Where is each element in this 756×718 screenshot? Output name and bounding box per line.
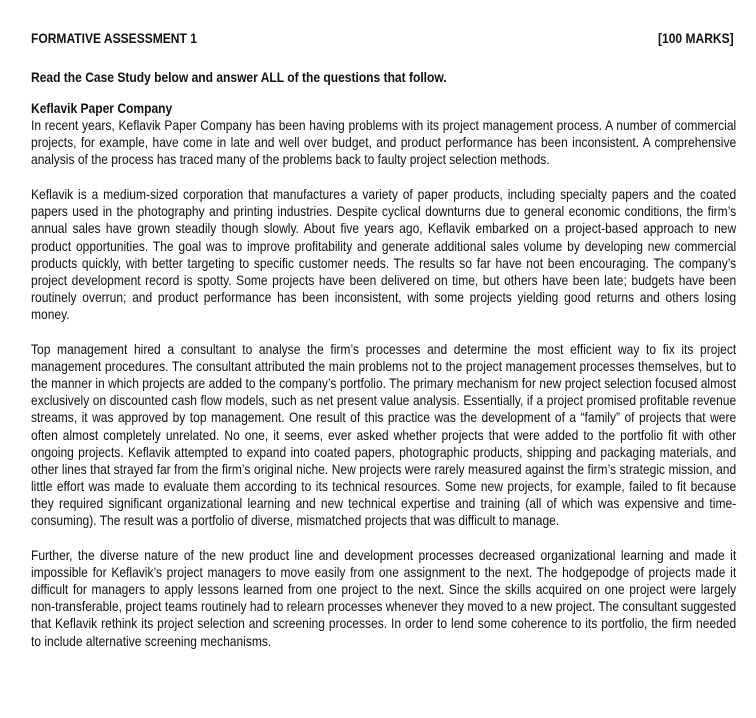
- assessment-title: FORMATIVE ASSESSMENT 1: [31, 30, 197, 46]
- case-study-body: [31, 117, 736, 650]
- assessment-header: [31, 29, 734, 47]
- instruction-text: Read the Case Study below and answer ALL of the questions that follow.: [31, 69, 447, 85]
- case-study-title: Keflavik Paper Company: [31, 100, 173, 116]
- case-paragraph-1: In recent years, Keflavik Paper Company has been having problems with its project management process. A number of commercial projects, for example, have come in late and well over budget, and product performance has been inconsistent. A comprehensive analysis of the process has traced many of the problems back to faulty project selection methods.: [31, 117, 737, 168]
- total-marks: [100 MARKS]: [658, 30, 734, 46]
- case-paragraph-2: Keflavik is a medium-sized corporation that manufactures a variety of paper products, including specialty papers and the coated papers used in the photography and printing industries. Despite cyclical downturns due to general economic conditions, the firm’s annual sales have grown steadily though slowly. About five years ago, Keflavik embarked on a project-based approach to new product opportunities. The goal was to improve profitability and generate additional sales volume by developing new commercial products quickly, with better targeting to specific customer needs. The results so far have not been encouraging. The company’s project development record is spotty. Some projects have been delivered on time, but others have been late; budgets have been routinely overrun; and product performance has been inconsistent, with some projects yielding good returns and others losing money.: [31, 186, 737, 322]
- case-paragraph-4: Further, the diverse nature of the new product line and development processes decreased organizational learning and made it impossible for Keflavik’s project managers to move easily from one assignment to the next. The hodgepodge of projects made it difficult for managers to apply lessons learned from one project to the next. Since the skills acquired on one project were largely non-transferable, project teams routinely had to relearn processes whenever they moved to a new project. The consultant suggested that Keflavik rethink its project selection and screening processes. In order to lend some coherence to its portfolio, the firm needed to include alternative screening mechanisms.: [31, 547, 737, 649]
- case-paragraph-3: Top management hired a consultant to analyse the firm’s processes and determine the most efficient way to fix its project management procedures. The consultant attributed the main problems not to the project management processes themselves, but to the manner in which projects are added to the company’s portfolio. The primary mechanism for new project selection focused almost exclusively on discounted cash flow models, such as net present value analysis. Essentially, if a project promised profitable revenue streams, it was approved by top management. One result of this practice was the development of a “family” of projects that were often almost completely unrelated. No one, it seems, ever asked whether projects that were added to the portfolio fit with other ongoing projects. Keflavik attempted to expand into coated papers, photographic products, shipping and packaging materials, and other lines that strayed far from the firm’s original niche. New projects were rarely measured against the firm’s strategic mission, and little effort was made to evaluate them according to its technical resources. Some new projects, for example, failed to fit because they required significant organizational learning and new technical expertise and training (all of which was expensive and time-consuming). The result was a portfolio of diverse, mismatched projects that was difficult to manage.: [31, 341, 737, 528]
